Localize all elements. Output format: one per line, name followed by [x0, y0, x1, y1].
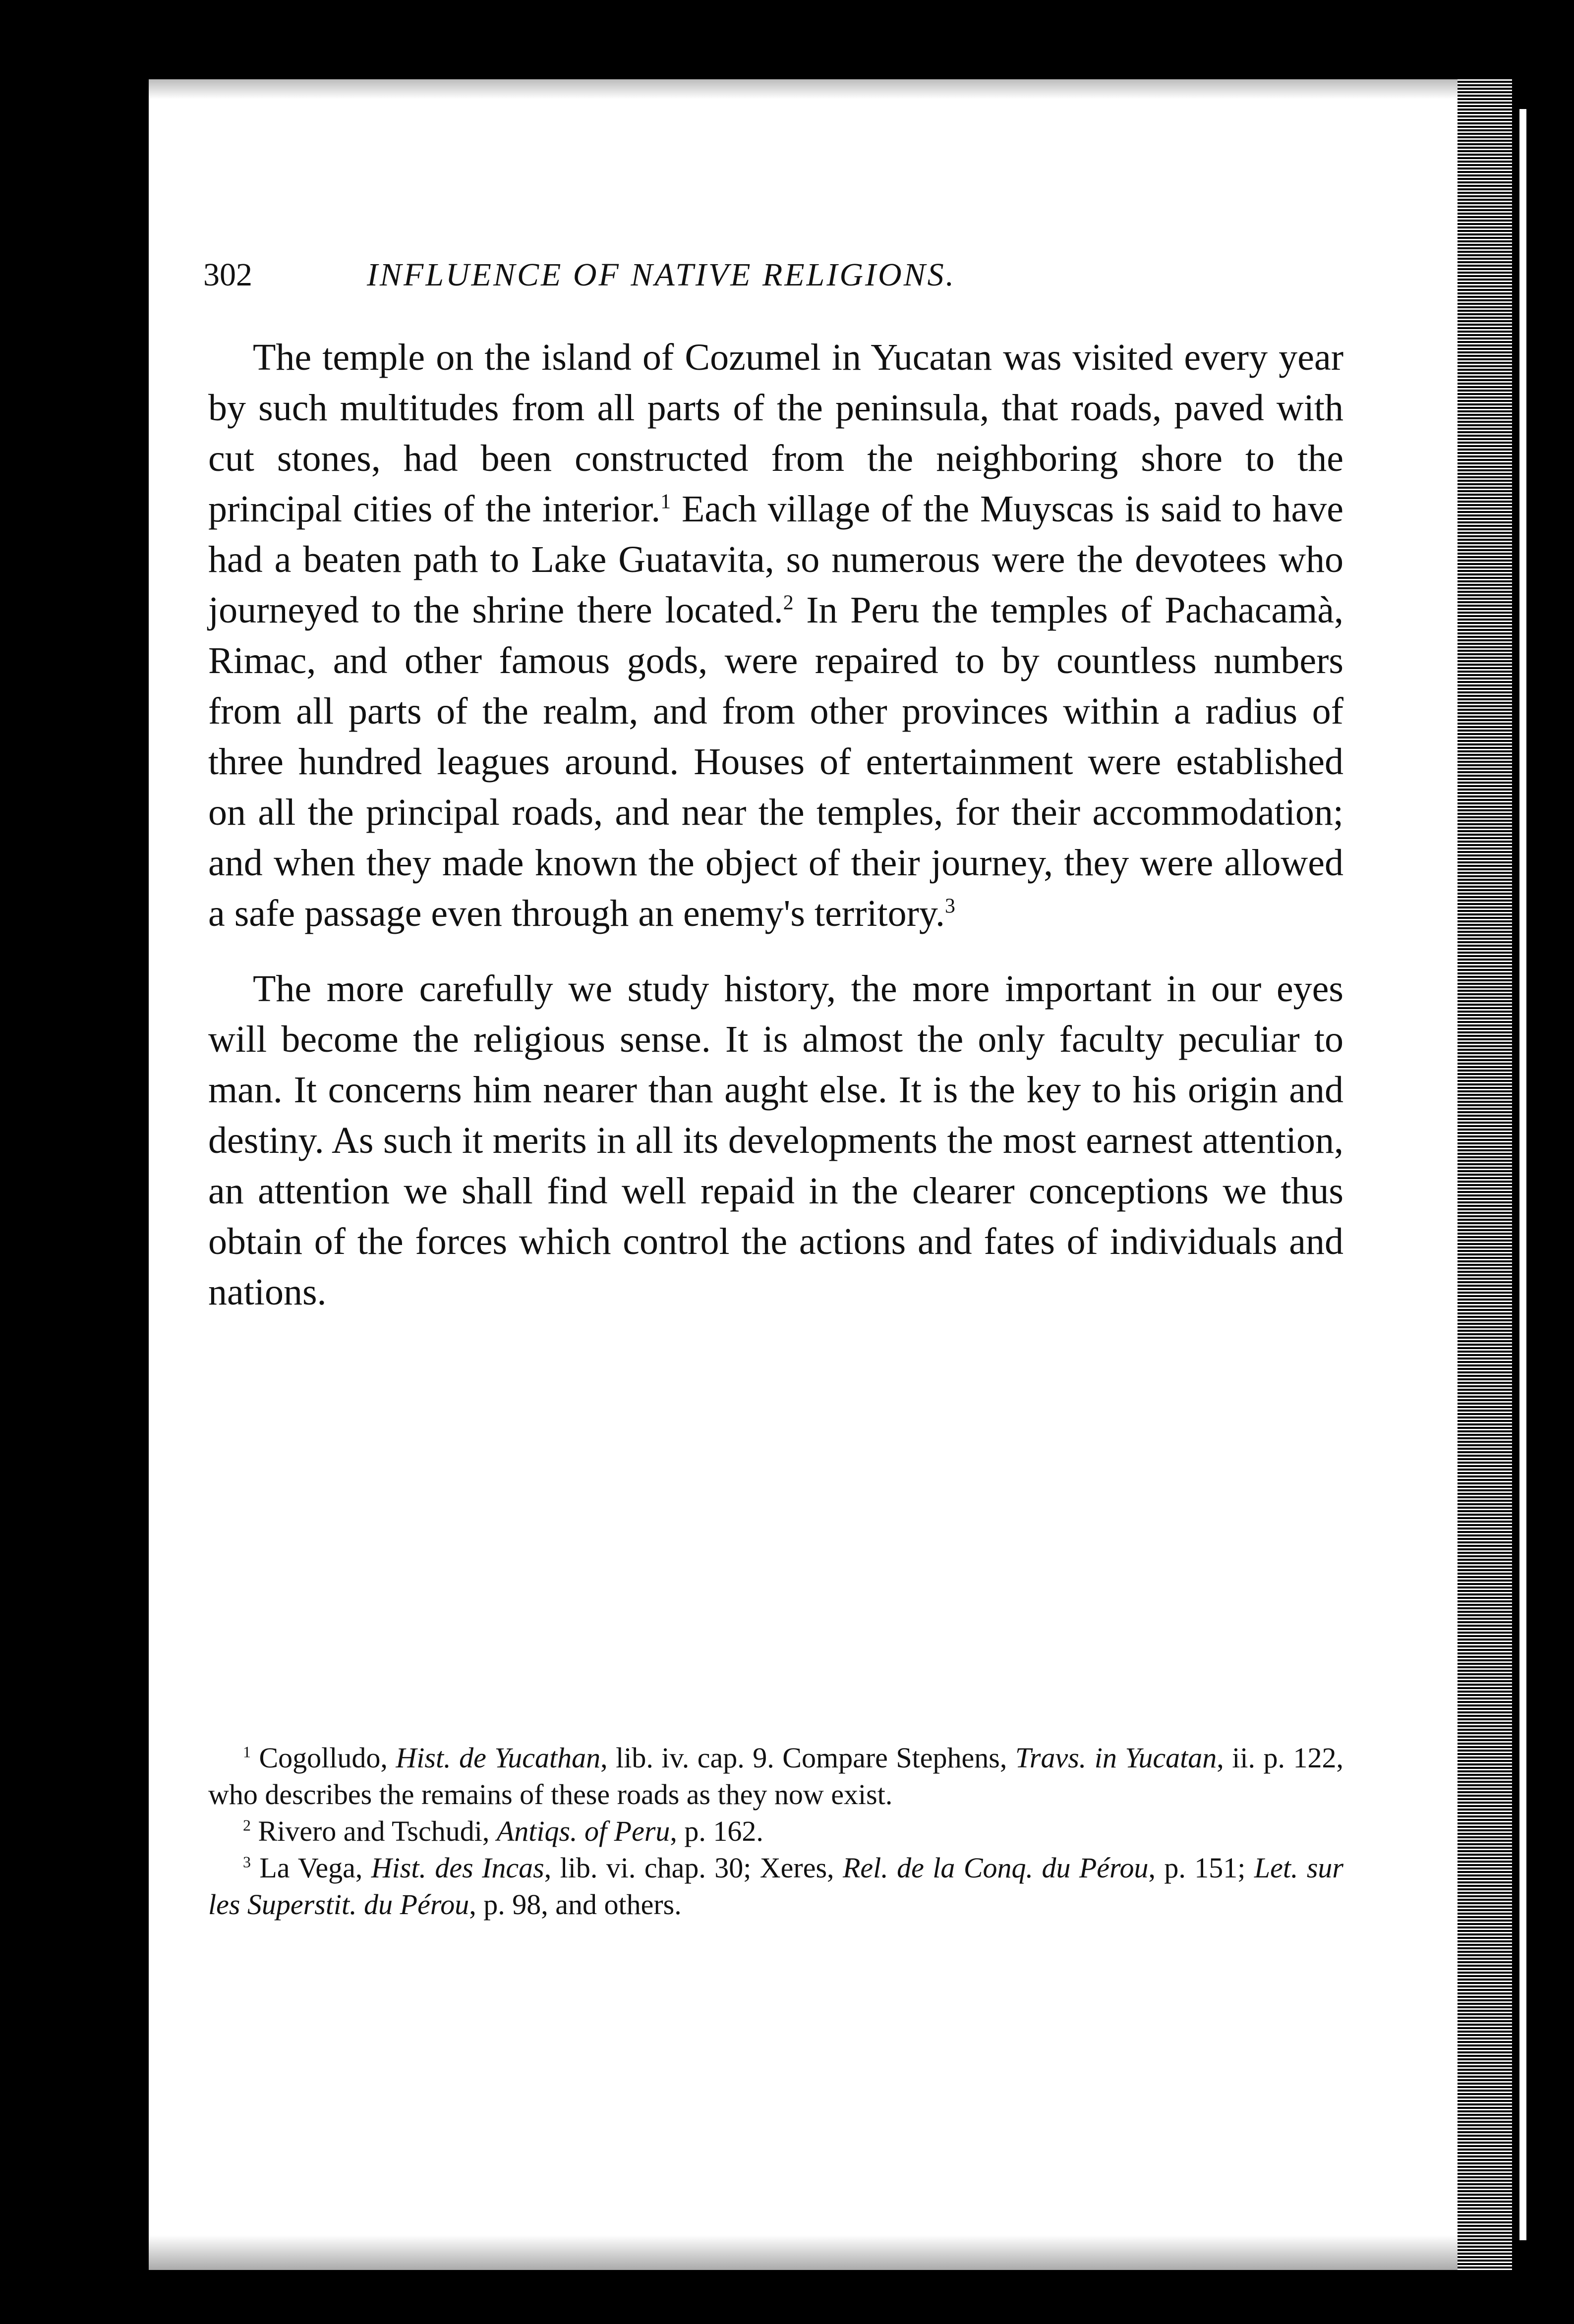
footnote-mark: 2	[243, 1816, 251, 1834]
footnote-text: , p. 162.	[670, 1815, 763, 1847]
main-text	[208, 332, 1343, 1317]
footnotes	[208, 1740, 1343, 1923]
running-head: INFLUENCE OF NATIVE RELIGIONS.	[367, 257, 956, 293]
footnote-2	[208, 1813, 1343, 1850]
footnote-text: La Vega,	[250, 1852, 371, 1884]
footnote-mark: 1	[243, 1743, 251, 1761]
footnote-text: , lib. vi. chap. 30; Xeres,	[544, 1852, 843, 1884]
footnote-text: Rivero and Tschudi,	[250, 1815, 497, 1847]
footnote-title: Travs. in Yucatan	[1015, 1742, 1217, 1774]
paragraph-1-text-a: The temple on the island of Cozumel in Yucatan was visited every year by such multitudes from all parts of the peninsula, that roads, paved with cut stones, had been constructed from the neighboring shore to the principal cities of the interior.	[208, 337, 1343, 530]
paragraph-2: The more carefully we study history, the more important in our eyes will become the religious sense. It is almost the only faculty peculiar to man. It concerns him nearer than aught else. It is the key to his origin and destiny. As such it merits in all its developments the most earnest attention, an attention we shall find well repaid in the clearer conceptions we thus obtain of the forces which control the actions and fates of individuals and nations.	[208, 968, 1343, 1313]
page-number: 302	[203, 257, 252, 293]
footnote-title: Rel. de la Conq. du Pérou	[842, 1852, 1149, 1884]
footnote-title: Let. sur les Superstit. du Pérou	[208, 1852, 1344, 1921]
footnote-1	[208, 1740, 1343, 1813]
footnote-ref-3: 3	[944, 895, 955, 918]
paragraph-1-text-c: In Peru the temples of Pachacamà, Rimac, and other famous gods, were repaired to by countless numbers from all parts of the realm, and from other provinces within a radius of three hundred leagues around. Houses of entertainment were established on all the principal roads, and near the temples, for their accommodation; and when they made known the object of their journey, they were allowed a safe passage even through an enemy's territory.	[208, 589, 1344, 934]
footnote-mark: 3	[243, 1853, 251, 1871]
footnote-text: Cogolludo,	[250, 1742, 396, 1774]
footnote-title: Antiqs. of Peru	[496, 1815, 670, 1847]
book-spine-edge	[1457, 79, 1512, 2270]
paragraph-1	[208, 332, 1343, 939]
page-header	[203, 253, 1343, 297]
footnote-text: , lib. iv. cap. 9. Compare Stephens,	[600, 1742, 1015, 1774]
footnote-ref-2: 2	[783, 591, 794, 615]
footnote-3	[208, 1850, 1343, 1923]
footnote-title: Hist. des Incas	[371, 1852, 544, 1884]
footnote-ref-1: 1	[660, 490, 671, 513]
book-spine-line	[1519, 109, 1526, 2240]
footnote-text: , ii. p. 122, who describes the remains of these roads as they now exist.	[208, 1742, 1343, 1811]
footnote-text: , p. 151;	[1148, 1852, 1254, 1884]
footnote-text: , p. 98, and others.	[469, 1888, 682, 1921]
paragraph-1-text-b: Each village of the Muyscas is said to have had a beaten path to Lake Guatavita, so numerous were the devotees who journeyed to the shrine there located.	[208, 488, 1343, 631]
footnote-title: Hist. de Yucathan	[396, 1742, 601, 1774]
